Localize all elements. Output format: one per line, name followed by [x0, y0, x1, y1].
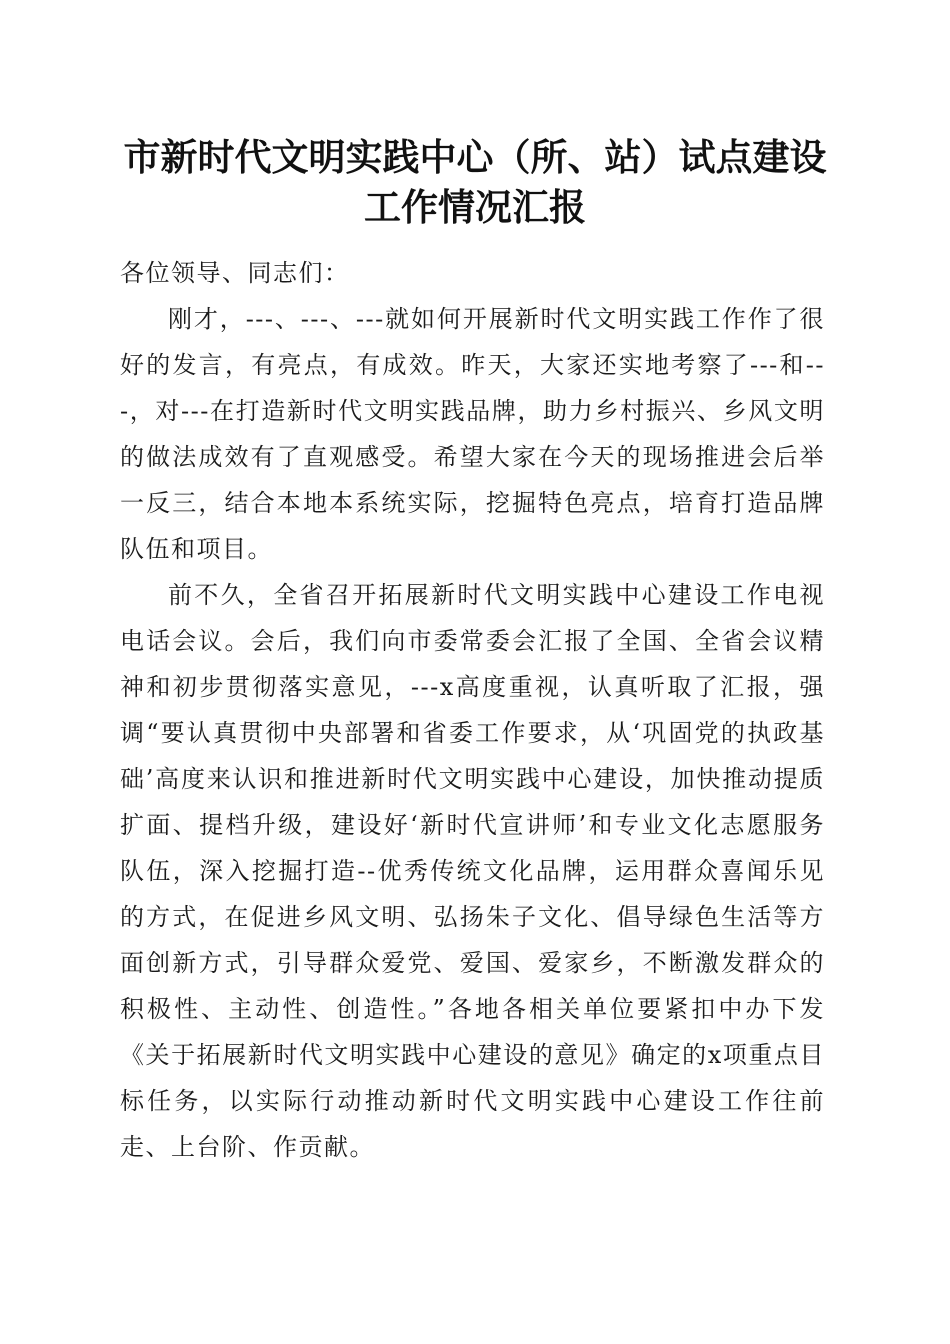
salutation: 各位领导、同志们： — [120, 259, 350, 287]
paragraph-2: 前不久，全省召开拓展新时代文明实践中心建设工作电视电话会议。会后，我们向市委常委会汇报了全国、全省会议精神和初步贯彻落实意见，---x高度重视，认真听取了汇报，强调“要认真贯彻中央部署和省委工作要求，从‘巩固党的执政基础’高度来认识和推进新时代文明实践中心建设，加快推动提质扩面、提档升级，建设好‘新时代宣讲师’和专业文化志愿服务队伍，深入挖掘打造--优秀传统文化品牌，运用群众喜闻乐见的方式，在促进乡风文明、弘扬朱子文化、倡导绿色生活等方面创新方式，引导群众爱党、爱国、爱家乡，不断激发群众的积极性、主动性、创造性。”各地各相关单位要紧扣中办下发《关于拓展新时代文明实践中心建设的意见》确定的x项重点目标任务，以实际行动推动新时代文明实践中心建设工作往前走、上台阶、作贡献。 — [120, 581, 825, 1161]
document-title: 市新时代文明实践中心（所、站）试点建设工作情况汇报 — [123, 135, 827, 229]
paragraph-1: 刚才，---、---、---就如何开展新时代文明实践工作作了很好的发言，有亮点，有成效。昨天，大家还实地考察了---和---，对---在打造新时代文明实践品牌，助力乡村振兴、乡风文明的做法成效有了直观感受。希望大家在今天的现场推进会后举一反三，结合本地本系统实际，挖掘特色亮点，培育打造品牌队伍和项目。 — [120, 305, 825, 563]
document-body — [120, 250, 825, 1170]
